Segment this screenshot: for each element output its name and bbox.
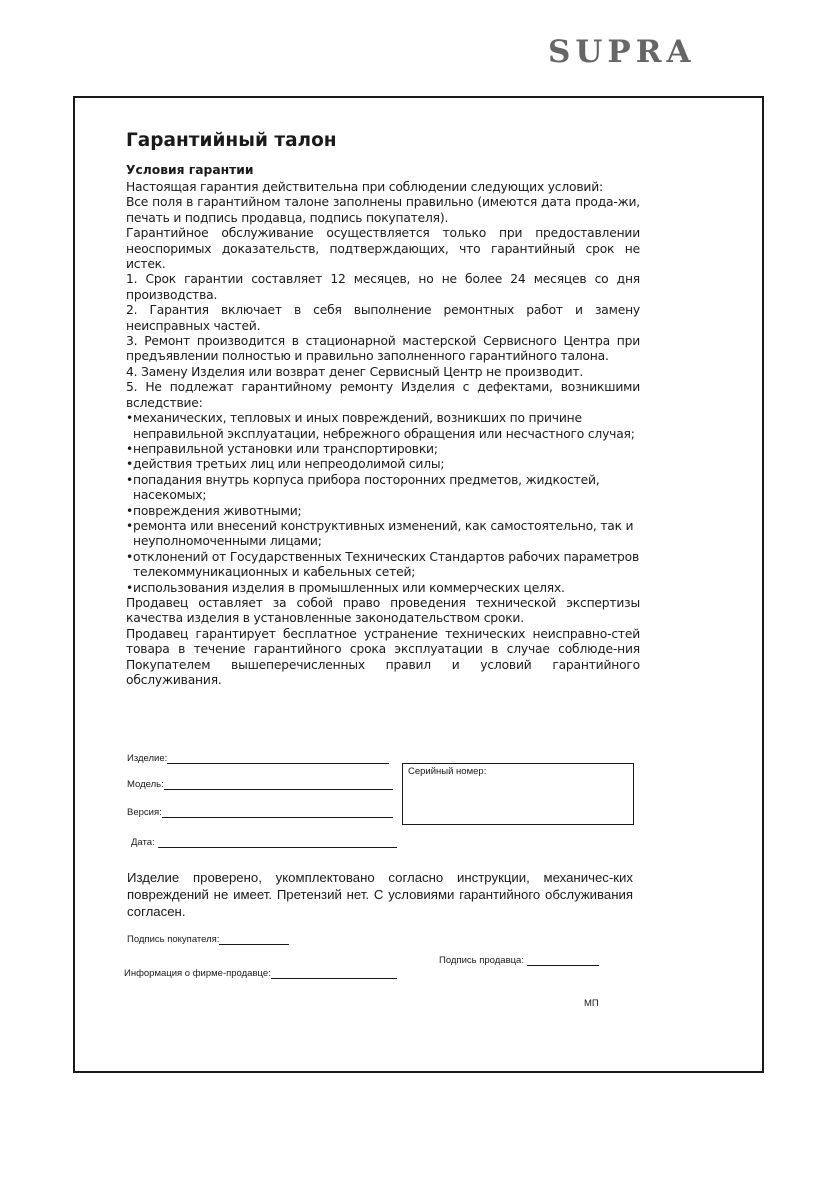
buyer-signature-field [127,933,289,945]
list-item: • отклонений от Государственных Технических Стандартов рабочих параметров телекоммуникационных и кабельных сетей; [126,549,640,580]
product-label: Изделие: [127,753,168,764]
date-label: Дата: [131,837,155,848]
bullet-marker: • [126,518,134,533]
serial-number-box[interactable] [402,763,634,825]
seller-signature-line[interactable] [527,954,599,966]
model-label: Модель: [127,779,164,790]
bullet-marker: • [126,503,134,518]
list-item: • попадания внутрь корпуса прибора посторонних предметов, жидкостей, насекомых; [126,472,600,503]
date-input-line[interactable] [158,836,397,848]
model-field [127,778,393,790]
terms-paragraph: 3. Ремонт производится в стационарной мастерской Сервисного Центра при предъявлении полностью и правильно заполненного гарантийного талона. [126,334,640,364]
model-input-line[interactable] [164,778,393,790]
list-item: • неправильной установки или транспортировки; [126,441,438,456]
bullet-marker: • [126,441,134,456]
bullet-marker: • [126,411,134,426]
terms-paragraph: Все поля в гарантийном талоне заполнены правильно (имеются дата прода-жи, печать и подпись продавца, подпись покупателя). [126,195,640,225]
seller-info-line[interactable] [271,967,397,979]
terms-paragraph: Настоящая гарантия действительна при соблюдении следующих условий: [126,180,603,194]
version-input-line[interactable] [162,806,393,818]
version-field [127,806,393,818]
date-field [131,836,397,848]
list-item: • использования изделия в промышленных или коммерческих целях. [126,580,565,595]
list-item: • механических, тепловых и иных повреждений, возникших по причине неправильной эксплуатации, небрежного обращения или несчастного случая; [126,411,635,441]
seller-signature-label: Подпись продавца: [439,955,524,966]
confirmation-statement: Изделие проверено, укомплектовано согласно инструкции, механичес-ких повреждений не имеет. Претензий нет. С условиями гарантийного обслуживания согласен. [127,870,633,919]
terms-paragraph: 4. Замену Изделия или возврат денег Сервисный Центр не производит. [126,364,584,379]
list-item: • ремонта или внесений конструктивных изменений, как самостоятельно, так и неуполномоченными лицами; [126,518,634,549]
product-input-line[interactable] [167,752,389,764]
bullet-marker: • [126,457,134,472]
bullet-marker: • [126,472,134,487]
brand-logo: SUPRA [548,34,696,70]
list-item: • действия третьих лиц или непреодолимой силы; [126,457,445,472]
terms-paragraph: 2. Гарантия включает в себя выполнение ремонтных работ и замену неисправных частей. [126,303,640,333]
buyer-signature-line[interactable] [219,933,289,945]
section-subtitle: Условия гарантии [126,163,254,177]
bullet-marker: • [126,580,134,595]
page-title: Гарантийный талон [126,130,337,151]
list-item: • повреждения животными; [126,503,302,518]
seller-info-field [124,967,397,979]
buyer-signature-label: Подпись покупателя: [127,934,220,945]
terms-paragraph: Гарантийное обслуживание осуществляется только при предоставлении неоспоримых доказательств, подтверждающих, что гарантийный срок не истек. [126,226,640,272]
terms-paragraph: 1. Срок гарантии составляет 12 месяцев, но не более 24 месяцев со дня производства. [126,272,640,302]
serial-number-label: Серийный номер: [408,766,487,777]
bullet-marker: • [126,549,134,564]
closing-paragraph: Продавец оставляет за собой право проведения технической экспертизы качества изделия в установленные законодательством сроки. [126,595,640,626]
version-label: Версия: [127,807,162,818]
stamp-placeholder: МП [584,998,599,1009]
seller-info-label: Информация о фирме-продавце: [124,968,271,979]
warranty-terms [126,130,640,688]
terms-paragraph: 5. Не подлежат гарантийному ремонту Изделия с дефектами, возникшими вследствие: [126,380,640,410]
seller-signature-field [439,954,599,966]
product-field [127,752,389,764]
closing-paragraph: Продавец гарантирует бесплатное устранение технических неисправно-стей товара в течение гарантийного срока эксплуатации в случае соблюде-ния Покупателем вышеперечисленных правил и условий гарантийного обслуживания. [126,626,640,687]
